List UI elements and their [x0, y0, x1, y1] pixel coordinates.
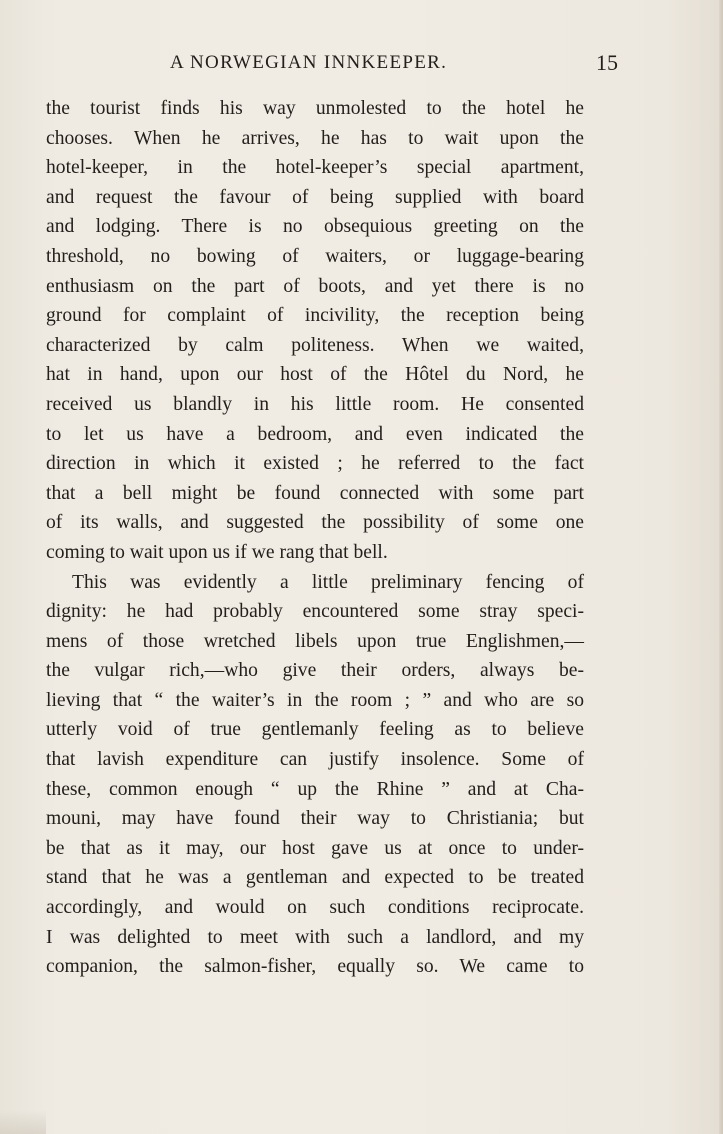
text-line: the tourist finds his way unmolested to the hotel he [46, 98, 584, 119]
text-line: stand that he was a gentleman and expected to be treated [46, 867, 584, 889]
text-line: chooses. When he arrives, he has to wait upon the [46, 127, 584, 149]
page-number: 15 [596, 50, 618, 75]
text-line: the vulgar rich,—who give their orders, always be- [46, 660, 584, 682]
text-line: coming to wait upon us if we rang that bell. [46, 541, 388, 563]
text-line: accordingly, and would on such conditions reciprocate. [46, 897, 584, 919]
text-line: dignity: he had probably encountered some stray speci- [46, 601, 584, 623]
text-line: utterly void of true gentlemanly feeling as to believe [46, 719, 584, 741]
text-line: and lodging. There is no obsequious greeting on the [46, 216, 584, 238]
text-line: characterized by calm politeness. When we waited, [46, 334, 584, 356]
text-line: received us blandly in his little room. He consented [46, 393, 584, 415]
text-line: hotel-keeper, in the hotel-keeper’s special apartment, [46, 157, 584, 179]
text-line: enthusiasm on the part of boots, and yet there is no [46, 275, 584, 297]
text-line: I was delighted to meet with such a landlord, and my [46, 926, 584, 948]
text-line: This was evidently a little preliminary fencing of [72, 571, 584, 593]
running-head [40, 52, 624, 82]
text-line: of its walls, and suggested the possibility of some one [46, 512, 584, 534]
text-line: that lavish expenditure can justify insolence. Some of [46, 749, 584, 771]
text-line: be that as it may, our host gave us at once to under- [46, 837, 584, 859]
page-edge [719, 0, 723, 1134]
text-line: these, common enough “ up the Rhine ” and at Cha- [46, 778, 584, 800]
page-shadow [0, 1110, 46, 1134]
text-line: mens of those wretched libels upon true Englishmen,— [46, 630, 584, 652]
text-line: threshold, no bowing of waiters, or luggage-bearing [46, 245, 584, 267]
text-line: that a bell might be found connected with some part [46, 482, 584, 504]
text-line: and request the favour of being supplied with board [46, 186, 584, 208]
text-line: lieving that “ the waiter’s in the room ; ” and who are so [46, 689, 584, 711]
running-title: A NORWEGIAN INNKEEPER. [170, 52, 448, 73]
text-line: mouni, may have found their way to Christiania; but [46, 808, 584, 830]
text-line: direction in which it existed ; he referred to the fact [46, 453, 584, 475]
body-text [46, 94, 584, 982]
text-line: companion, the salmon-fisher, equally so. We came to [46, 956, 584, 978]
text-line: to let us have a bedroom, and even indicated the [46, 423, 584, 445]
text-line: ground for complaint of incivility, the reception being [46, 305, 584, 327]
text-line: hat in hand, upon our host of the Hôtel du Nord, he [46, 364, 584, 386]
